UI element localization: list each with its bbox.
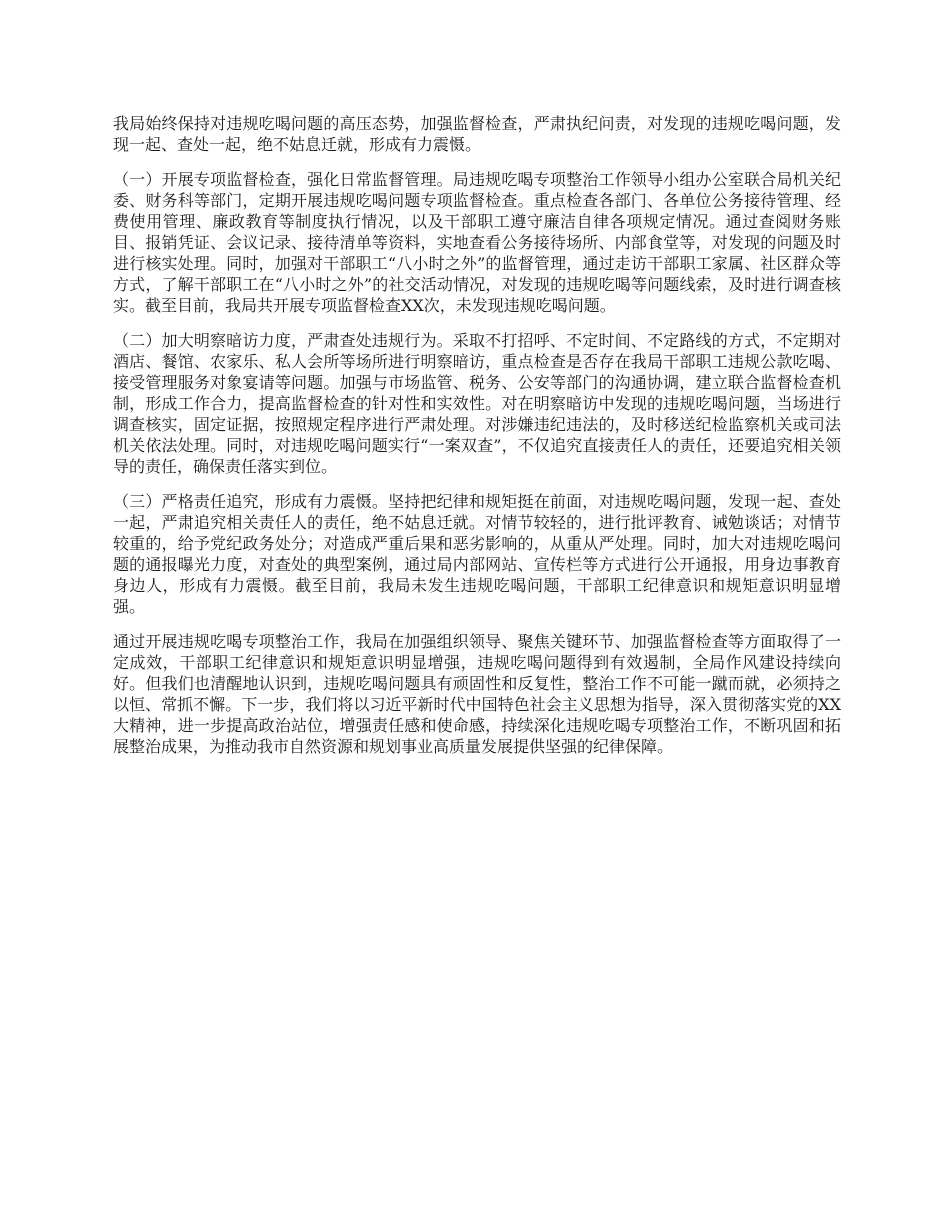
document-body: [113, 113, 841, 771]
paragraph-section-2: （二）加大明察暗访力度，严肃查处违规行为。采取不打招呼、不定时间、不定路线的方式，不定期对酒店、餐馆、农家乐、私人会所等场所进行明察暗访，重点检查是否存在我局干部职工违规公款吃喝、接受管理服务对象宴请等问题。加强与市场监管、税务、公安等部门的沟通协调，建立联合监督检查机制，形成工作合力，提高监督检查的针对性和实效性。对在明察暗访中发现的违规吃喝问题，当场进行调查核实，固定证据，按照规定程序进行严肃处理。对涉嫌违纪违法的，及时移送纪检监察机关或司法机关依法处理。同时，对违规吃喝问题实行“一案双查”，不仅追究直接责任人的责任，还要追究相关领导的责任，确保责任落实到位。: [113, 331, 841, 476]
paragraph-section-3: （三）严格责任追究，形成有力震慑。坚持把纪律和规矩挺在前面，对违规吃喝问题，发现一起、查处一起，严肃追究相关责任人的责任，绝不姑息迁就。对情节较轻的，进行批评教育、诫勉谈话；对情节较重的，给予党纪政务处分；对造成严重后果和恶劣影响的，从重从严处理。同时，加大对违规吃喝问题的通报曝光力度，对查处的典型案例，通过局内部网站、宣传栏等方式进行公开通报，用身边事教育身边人，形成有力震慑。截至目前，我局未发生违规吃喝问题，干部职工纪律意识和规矩意识明显增强。: [113, 492, 841, 616]
paragraph-intro: 我局始终保持对违规吃喝问题的高压态势，加强监督检查，严肃执纪问责，对发现的违规吃喝问题，发现一起、查处一起，绝不姑息迁就，形成有力震慑。: [113, 114, 841, 154]
paragraph-conclusion: 通过开展违规吃喝专项整治工作，我局在加强组织领导、聚焦关键环节、加强监督检查等方面取得了一定成效，干部职工纪律意识和规矩意识明显增强，违规吃喝问题得到有效遏制，全局作风建设持续向好。但我们也清醒地认识到，违规吃喝问题具有顽固性和反复性，整治工作不可能一蹴而就，必须持之以恒、常抓不懈。下一步，我们将以习近平新时代中国特色社会主义思想为指导，深入贯彻落实党的XX大精神，进一步提高政治站位，增强责任感和使命感，持续深化违规吃喝专项整治工作，不断巩固和拓展整治成果，为推动我市自然资源和规划事业高质量发展提供坚强的纪律保障。: [113, 632, 841, 756]
paragraph-section-1: （一）开展专项监督检查，强化日常监督管理。局违规吃喝专项整治工作领导小组办公室联合局机关纪委、财务科等部门，定期开展违规吃喝问题专项监督检查。重点检查各部门、各单位公务接待管理、经费使用管理、廉政教育等制度执行情况，以及干部职工遵守廉洁自律各项规定情况。通过查阅财务账目、报销凭证、会议记录、接待清单等资料，实地查看公务接待场所、内部食堂等，对发现的问题及时进行核实处理。同时，加强对干部职工“八小时之外”的监督管理，通过走访干部职工家属、社区群众等方式，了解干部职工在“八小时之外”的社交活动情况，对发现的违规吃喝等问题线索，及时进行调查核实。截至目前，我局共开展专项监督检查XX次，未发现违规吃喝问题。: [113, 170, 841, 315]
